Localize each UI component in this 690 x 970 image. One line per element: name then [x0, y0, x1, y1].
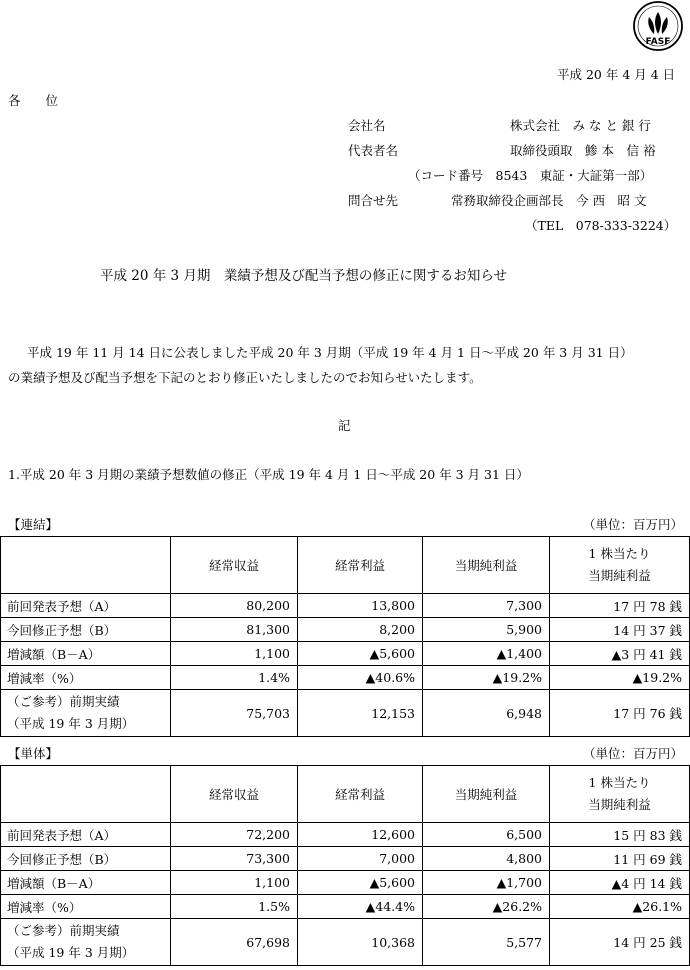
- cell: 1,100: [171, 871, 298, 895]
- header-ordinary-revenue: 経常収益: [171, 537, 298, 594]
- cell: ▲19.2%: [550, 666, 690, 690]
- consolidated-table: [0, 536, 690, 737]
- header-ordinary-revenue: 経常収益: [171, 766, 298, 823]
- contact-person: 常務取締役企画部長 今 西 昭 文: [451, 193, 647, 208]
- body-line-1: 平成 19 年 11 月 14 日に公表しました平成 20 年 3 月期（平成 19 年 4 月 1 日～平成 20 年 3 月 31 日）: [27, 345, 633, 360]
- header-blank: [1, 537, 171, 594]
- cell: ▲40.6%: [298, 666, 423, 690]
- document-date: 平成 20 年 4 月 4 日: [557, 67, 676, 82]
- representative-name: 取締役頭取 鯵 本 信 裕: [510, 143, 656, 158]
- row-label: 今回修正予想（B）: [1, 618, 171, 642]
- cell: ▲44.4%: [298, 895, 423, 919]
- cell: 8,200: [298, 618, 423, 642]
- table-row-reference: [1, 690, 690, 737]
- cell: 1,100: [171, 642, 298, 666]
- cell: ▲1,700: [423, 871, 550, 895]
- row-label: （ご参考）前期実績 （平成 19 年 3 月期）: [1, 919, 171, 966]
- cell: 5,577: [423, 919, 550, 966]
- fasf-logo: [630, 0, 686, 52]
- cell: ▲26.1%: [550, 895, 690, 919]
- cell: 11 円 69 銭: [550, 847, 690, 871]
- cell: 7,300: [423, 594, 550, 618]
- table-row-reference: [1, 919, 690, 966]
- company-name-label: 会社名: [348, 118, 386, 133]
- row-label: 増減額（B－A）: [1, 871, 171, 895]
- cell: ▲26.2%: [423, 895, 550, 919]
- cell: 10,368: [298, 919, 423, 966]
- document-title: 平成 20 年 3 月期 業績予想及び配当予想の修正に関するお知らせ: [100, 268, 508, 284]
- stock-code: （コード番号 8543 東証・大証第一部）: [408, 168, 653, 183]
- cell: ▲19.2%: [423, 666, 550, 690]
- header-blank: [1, 766, 171, 823]
- header-ordinary-profit: 経常利益: [298, 537, 423, 594]
- table-row: [1, 823, 690, 847]
- nonconsolidated-table: [0, 765, 690, 966]
- header-net-income: 当期純利益: [423, 766, 550, 823]
- cell: ▲5,600: [298, 871, 423, 895]
- table-row: [1, 618, 690, 642]
- cell: 14 円 37 銭: [550, 618, 690, 642]
- row-label: 増減率（%）: [1, 895, 171, 919]
- row-label: 前回発表予想（A）: [1, 594, 171, 618]
- header-net-income: 当期純利益: [423, 537, 550, 594]
- cell: 6,500: [423, 823, 550, 847]
- cell: 4,800: [423, 847, 550, 871]
- header-ordinary-profit: 経常利益: [298, 766, 423, 823]
- cell: ▲4 円 14 銭: [550, 871, 690, 895]
- table-header-row: [1, 537, 690, 594]
- body-line-2: の業績予想及び配当予想を下記のとおり修正いたしましたのでお知らせいたします。: [8, 370, 482, 385]
- cell: 5,900: [423, 618, 550, 642]
- logo-text: FASF: [645, 37, 671, 47]
- nonconsolidated-unit: （単位：百万円）: [583, 746, 684, 761]
- table-header-row: [1, 766, 690, 823]
- table-row: [1, 847, 690, 871]
- cell: 13,800: [298, 594, 423, 618]
- telephone: （TEL 078-333-3224）: [525, 218, 677, 233]
- header-eps: 1 株当たり 当期純利益: [550, 537, 690, 594]
- row-label: （ご参考）前期実績 （平成 19 年 3 月期）: [1, 690, 171, 737]
- cell: 81,300: [171, 618, 298, 642]
- section-1-heading: 1.平成 20 年 3 月期の業績予想数値の修正（平成 19 年 4 月 1 日～平成 20 年 3 月 31 日）: [8, 467, 529, 482]
- table-row: [1, 666, 690, 690]
- cell: 17 円 76 銭: [550, 690, 690, 737]
- contact-label: 問合せ先: [348, 193, 399, 208]
- cell: 1.5%: [171, 895, 298, 919]
- cell: 67,698: [171, 919, 298, 966]
- cell: 72,200: [171, 823, 298, 847]
- cell: 1.4%: [171, 666, 298, 690]
- table-row: [1, 642, 690, 666]
- cell: ▲3 円 41 銭: [550, 642, 690, 666]
- cell: 12,600: [298, 823, 423, 847]
- addressee: 各 位: [8, 93, 59, 108]
- consolidated-unit: （単位：百万円）: [583, 517, 684, 532]
- cell: ▲1,400: [423, 642, 550, 666]
- table-row: [1, 895, 690, 919]
- table-row: [1, 594, 690, 618]
- cell: 75,703: [171, 690, 298, 737]
- table-row: [1, 871, 690, 895]
- cell: 7,000: [298, 847, 423, 871]
- cell: 15 円 83 銭: [550, 823, 690, 847]
- row-label: 増減額（B－A）: [1, 642, 171, 666]
- cell: 6,948: [423, 690, 550, 737]
- cell: 73,300: [171, 847, 298, 871]
- cell: 17 円 78 銭: [550, 594, 690, 618]
- row-label: 増減率（%）: [1, 666, 171, 690]
- header-eps: 1 株当たり 当期純利益: [550, 766, 690, 823]
- company-name: 株式会社 み な と 銀 行: [510, 118, 651, 133]
- ki-heading: 記: [338, 418, 351, 433]
- cell: ▲5,600: [298, 642, 423, 666]
- cell: 12,153: [298, 690, 423, 737]
- cell: 14 円 25 銭: [550, 919, 690, 966]
- cell: 80,200: [171, 594, 298, 618]
- row-label: 今回修正予想（B）: [1, 847, 171, 871]
- consolidated-label: 【連結】: [8, 517, 59, 532]
- representative-label: 代表者名: [348, 143, 399, 158]
- row-label: 前回発表予想（A）: [1, 823, 171, 847]
- nonconsolidated-label: 【単体】: [8, 746, 59, 761]
